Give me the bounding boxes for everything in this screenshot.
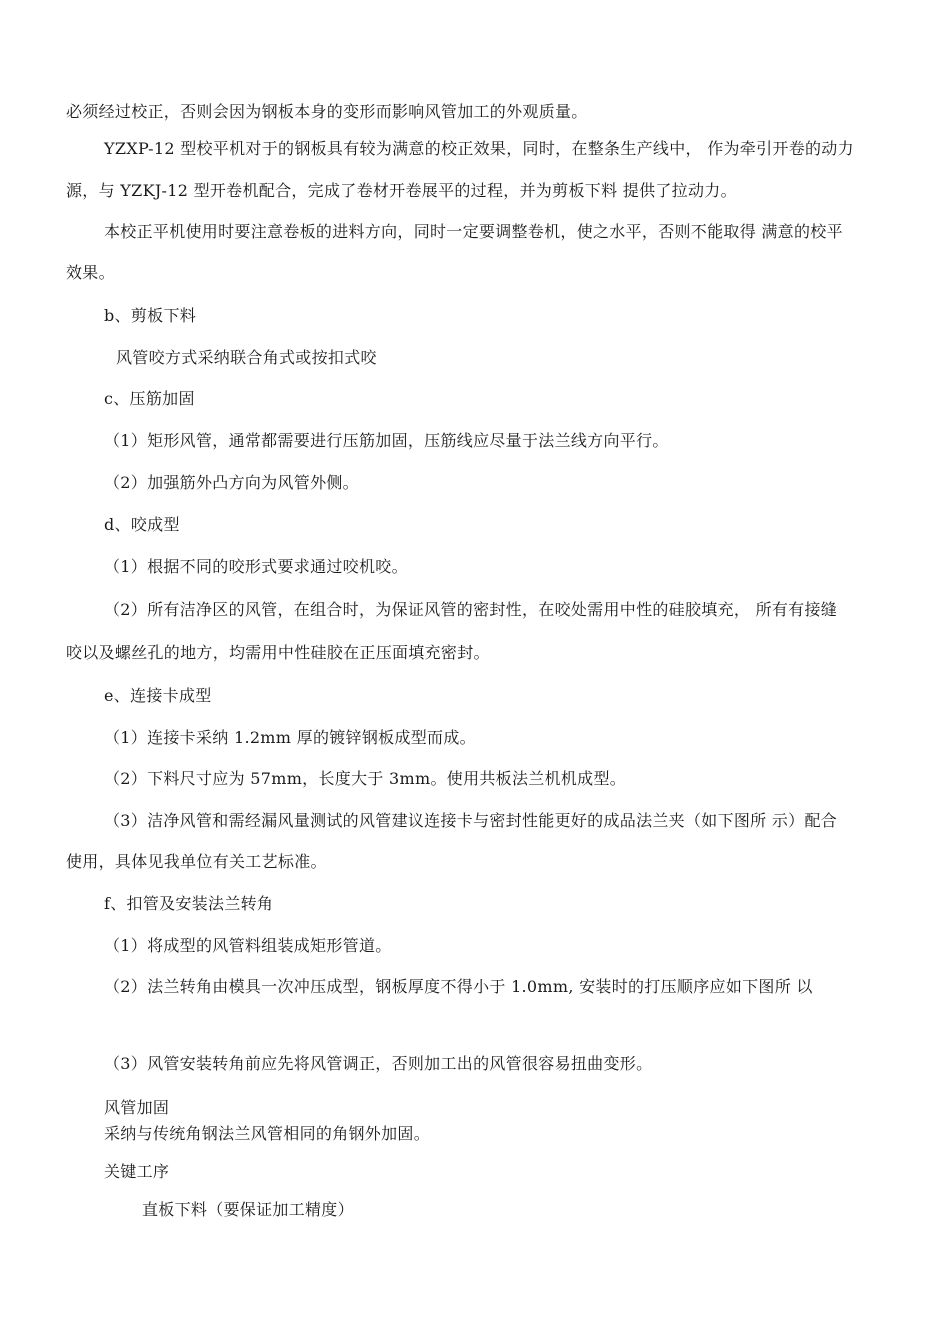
list-item: （2）法兰转角由模具一次冲压成型，钢板厚度不得小于 1.0mm, 安装时的打压顺序应如下图所 以: [104, 977, 813, 996]
list-item: （3）洁净风管和需经漏风量测试的风管建议连接卡与密封性能更好的成品法兰夹（如下图所 示）配合: [104, 811, 838, 830]
section-heading: f、扣管及安装法兰转角: [104, 894, 274, 913]
list-item: （3）风管安装转角前应先将风管调正，否则加工出的风管很容易扭曲变形。: [104, 1054, 653, 1073]
paragraph-line: 风管咬方式采纳联合角式或按扣式咬: [116, 348, 377, 367]
paragraph-line: 直板下料（要保证加工精度）: [142, 1200, 354, 1219]
paragraph-line: 使用，具体见我单位有关工艺标准。: [66, 852, 327, 871]
section-heading: 关键工序: [104, 1162, 170, 1181]
list-item: （2）下料尺寸应为 57mm，长度大于 3mm。使用共板法兰机机成型。: [104, 769, 627, 788]
list-item: （1）根据不同的咬形式要求通过咬机咬。: [104, 557, 408, 576]
paragraph-line: 效果。: [66, 263, 115, 282]
paragraph-line: 本校正平机使用时要注意卷板的进料方向，同时一定要调整卷机，使之水平，否则不能取得 满意的校平: [104, 222, 843, 241]
paragraph-line: YZXP-12 型校平机对于的钢板具有较为满意的校正效果，同时，在整条生产线中， 作为牵引开卷的动力: [104, 139, 854, 158]
list-item: （2）加强筋外凸方向为风管外侧。: [104, 473, 359, 492]
list-item: （1）矩形风管，通常都需要进行压筋加固，压筋线应尽量于法兰线方向平行。: [104, 431, 669, 450]
paragraph-line: 咬以及螺丝孔的地方，均需用中性硅胶在正压面填充密封。: [66, 643, 490, 662]
paragraph-line: 采纳与传统角钢法兰风管相同的角钢外加固。: [104, 1124, 431, 1143]
paragraph-line: 必须经过校正，否则会因为钢板本身的变形而影响风管加工的外观质量。: [66, 102, 588, 121]
section-heading: b、剪板下料: [104, 306, 197, 325]
section-heading: 风管加固: [104, 1098, 170, 1117]
list-item: （2）所有洁净区的风管，在组合时，为保证风管的密封性，在咬处需用中性的硅胶填充， 所有有接缝: [104, 600, 838, 619]
section-heading: e、连接卡成型: [104, 686, 212, 705]
section-heading: c、压筋加固: [104, 389, 195, 408]
list-item: （1）连接卡采纳 1.2mm 厚的镀锌钢板成型而成。: [104, 728, 476, 747]
section-heading: d、咬成型: [104, 515, 180, 534]
list-item: （1）将成型的风管料组装成矩形管道。: [104, 936, 392, 955]
paragraph-line: 源，与 YZKJ-12 型开卷机配合，完成了卷材开卷展平的过程，并为剪板下料 提供了拉动力。: [66, 181, 737, 200]
